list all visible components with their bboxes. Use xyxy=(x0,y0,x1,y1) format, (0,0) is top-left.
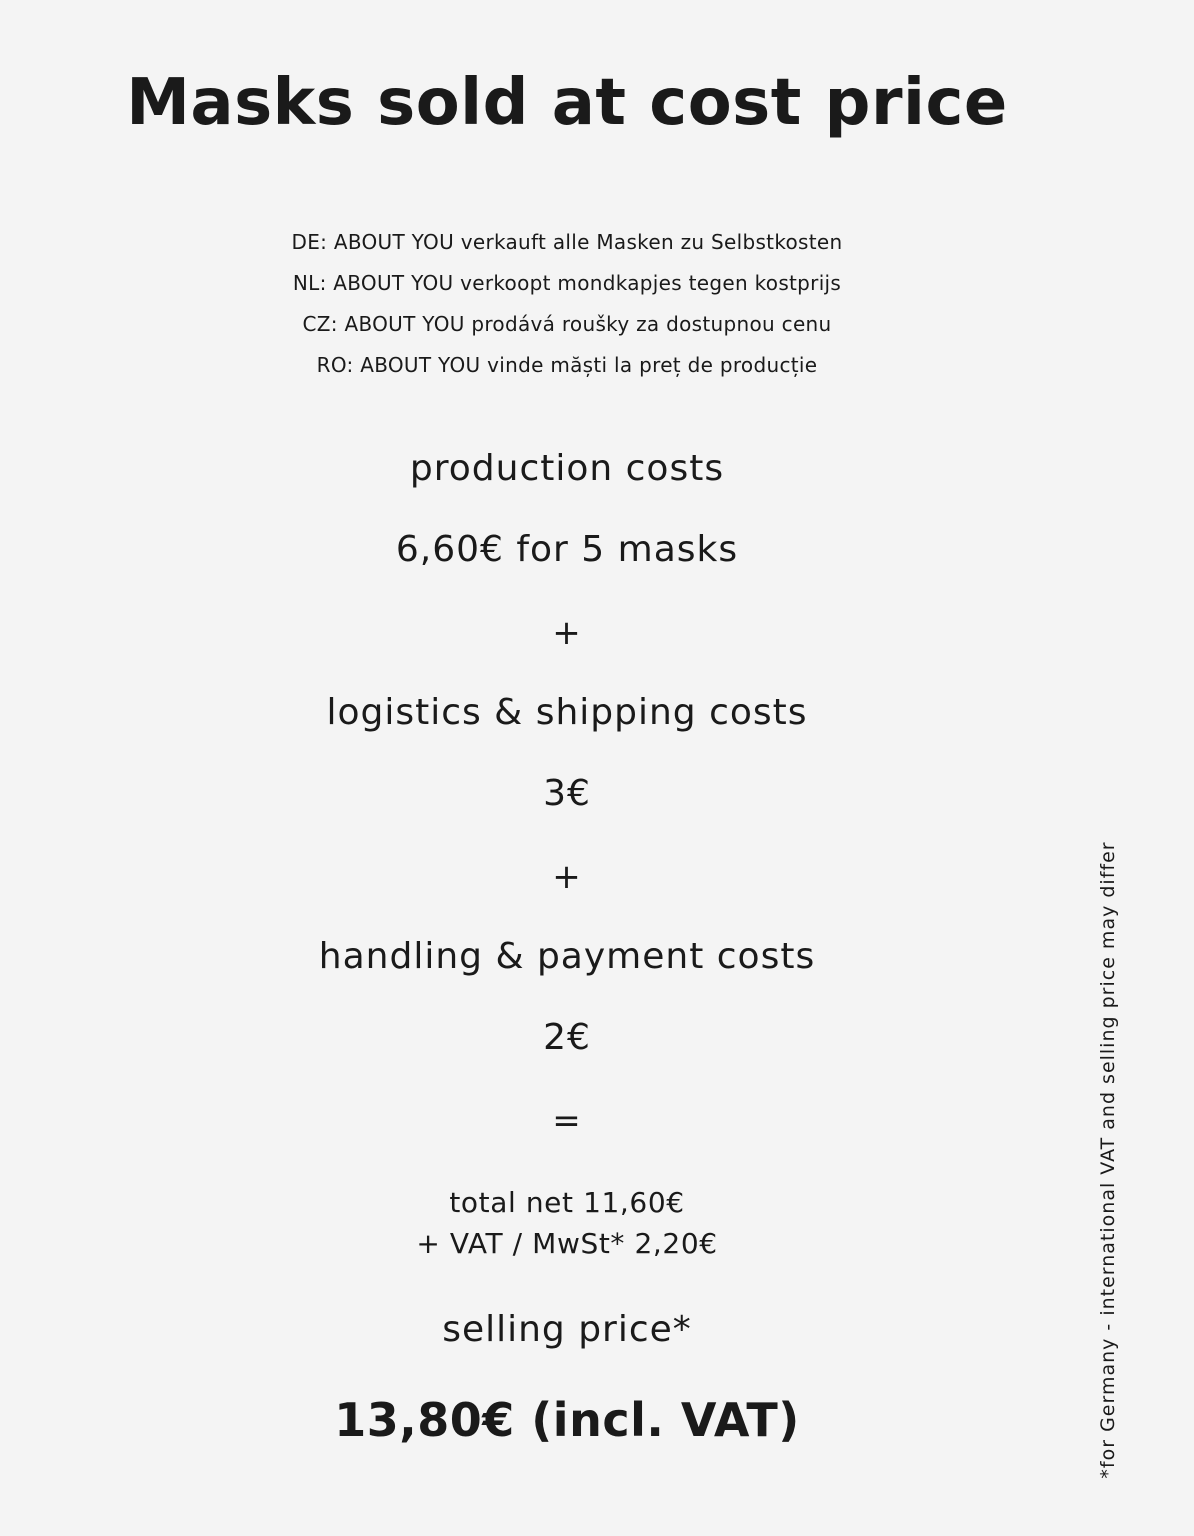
page-title: Masks sold at cost price xyxy=(126,66,1008,140)
translation-ro: RO: ABOUT YOU vinde măști la preț de producție xyxy=(316,353,818,377)
selling-price-value: 13,80€ (incl. VAT) xyxy=(334,1393,800,1447)
handling-costs-value: 2€ xyxy=(543,1017,591,1058)
production-costs-value: 6,60€ for 5 masks xyxy=(395,529,739,570)
vat-amount: + VAT / MwSt* 2,20€ xyxy=(416,1227,718,1260)
logistics-costs-label: logistics & shipping costs xyxy=(326,692,808,733)
logistics-costs-value: 3€ xyxy=(543,773,591,814)
vat-footnote: *for Germany - international VAT and selling price may differ xyxy=(1097,841,1119,1479)
handling-costs-label: handling & payment costs xyxy=(318,936,816,977)
translation-nl: NL: ABOUT YOU verkoopt mondkapjes tegen kostprijs xyxy=(292,271,842,295)
total-net: total net 11,60€ xyxy=(449,1186,685,1219)
production-costs-label: production costs xyxy=(409,448,725,489)
equals-sign: = xyxy=(552,1101,582,1141)
plus-sign: + xyxy=(552,857,582,897)
translation-de: DE: ABOUT YOU verkauft alle Masken zu Selbstkosten xyxy=(291,230,843,254)
translation-cz: CZ: ABOUT YOU prodává roušky za dostupnou cenu xyxy=(302,312,832,336)
selling-price-label: selling price* xyxy=(442,1309,692,1350)
plus-sign: + xyxy=(552,613,582,653)
language-translations xyxy=(0,222,1134,386)
